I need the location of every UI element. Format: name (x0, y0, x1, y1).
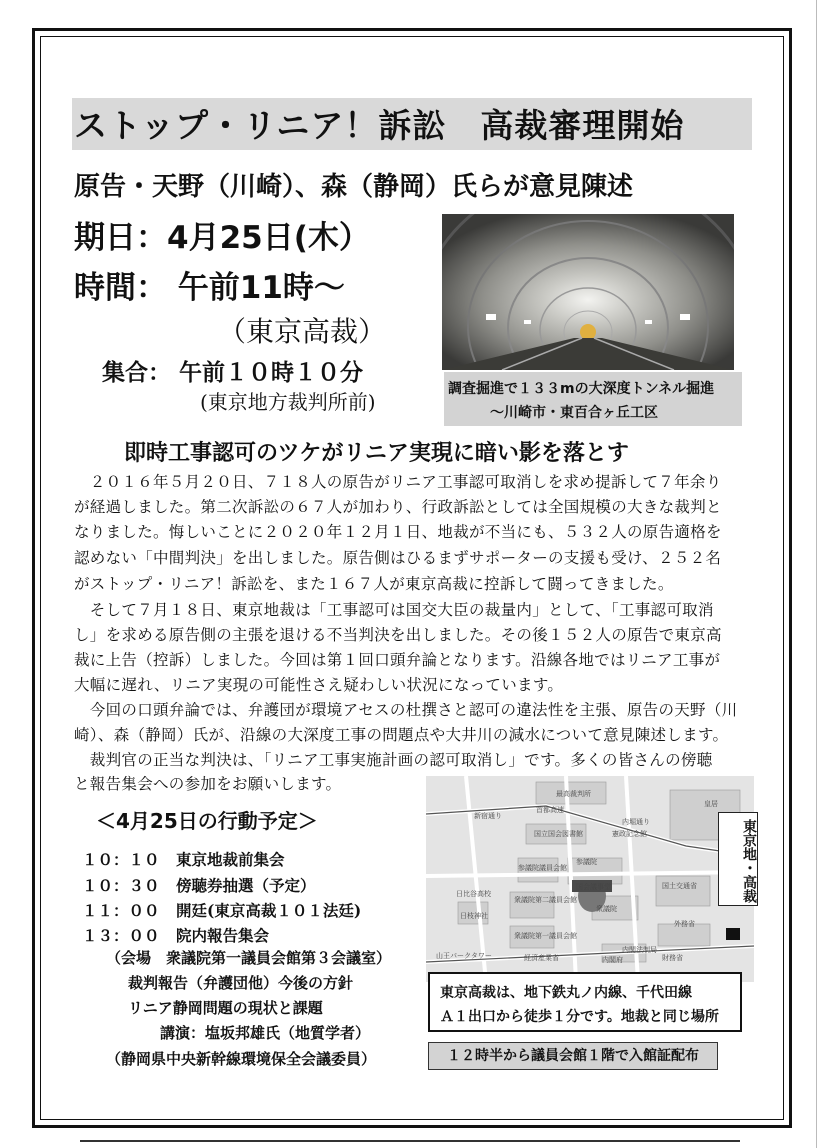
schedule-heading: ＜4月25日の行動予定＞ (96, 809, 318, 833)
map-label: 新宿通り (474, 812, 502, 820)
entry-pass-note: １２時半から議員会館１階で入館証配布 (428, 1042, 718, 1070)
tunnel-photo (442, 214, 734, 370)
map-label: 財務省 (662, 954, 683, 962)
schedule-item (82, 924, 269, 946)
map-illustration (426, 776, 754, 982)
page-subtitle: 原告・天野（川崎）、森（静岡）氏らが意見陳述 (74, 172, 634, 202)
map-label: 国土交通省 (662, 882, 697, 890)
map-label: 首都高速 (536, 806, 564, 814)
map-label: 皇居 (704, 800, 718, 808)
article-line: 崎）、森（静岡）氏が、沿線の大深度工事の問題点や大井川の減水について意見陳述します。 (74, 726, 729, 744)
access-line2: Ａ１出口から徒歩１分です。地裁と同じ場所 (440, 1009, 719, 1025)
map-label: 国会議事堂 (576, 883, 611, 891)
photo-caption (444, 372, 742, 426)
bottom-rule (80, 1140, 740, 1142)
map-label: 外務省 (674, 920, 695, 928)
schedule-topic: リニア静岡問題の現状と課題 (128, 999, 323, 1017)
article-line: 大幅に遅れ、リニア実現の可能性さえ疑わしい状況になっています。 (74, 676, 564, 694)
map-label: 日枝神社 (460, 912, 488, 920)
area-map (426, 776, 754, 982)
map-label: 衆議院第一議員会館 (514, 932, 577, 940)
map-label: 憲政記念館 (612, 830, 647, 838)
schedule-time: １０：３０ (82, 876, 160, 895)
exit-marker-icon (726, 928, 740, 940)
hearing-date: 期日：4月25日(木） (74, 220, 370, 256)
access-line1: 東京高裁は、地下鉄丸ノ内線、千代田線 (440, 985, 692, 1001)
tunnel-illustration (442, 214, 734, 370)
map-label: 経済産業省 (524, 954, 559, 962)
article-line: がストップ・リニア！訴訟を、また１６７人が東京高裁に控訴して闘ってきました。 (74, 575, 674, 593)
map-label: 参議院 (576, 858, 597, 866)
schedule-time: １０：１０ (82, 850, 160, 869)
map-label: 内堀通り (622, 818, 650, 826)
map-label: 国立国会図書館 (534, 830, 583, 838)
schedule-item (82, 899, 361, 921)
schedule-time: １１：００ (82, 901, 160, 920)
map-label: 日比谷高校 (456, 890, 491, 898)
schedule-lecture: 講演：塩坂邦雄氏（地質学者） (160, 1024, 371, 1042)
gathering-place: (東京地方裁判所前) (200, 390, 376, 414)
article-line: ２０１６年５月２０日、７１８人の原告がリニア工事認可取消しを求め提訴して７年余り (74, 473, 722, 491)
photo-caption-line1: 調査掘進で１３３mの大深度トンネル掘進 (448, 381, 715, 397)
article-line: し」を求める原告側の主張を退ける不当判決を出しました。その後１５２人の原告で東京高 (74, 626, 722, 644)
article-line: 認めない「中間判決」を出しました。原告側はひるまずサポーターの支援も受け、２５２名 (74, 549, 722, 567)
map-label: 最高裁判所 (556, 790, 591, 798)
map-label: 衆議院 (596, 905, 617, 913)
photo-caption-line2: ～川崎市・東百合ヶ丘工区 (490, 405, 658, 421)
article-line: 裁判官の正当な判決は、「リニア工事実施計画の認可取消し」です。多くの皆さんの傍聴 (74, 751, 713, 769)
schedule-event: 院内報告集会 (176, 926, 270, 945)
access-info-box (428, 972, 742, 1032)
schedule-event: 傍聴券抽選（予定） (176, 876, 316, 895)
article-line: と報告集会への参加をお願いします。 (74, 775, 342, 793)
article-line: なりました。悔しいことに２０２０年１２月１日、地裁が不当にも、５３２人の原告適格を (74, 523, 722, 541)
schedule-event: 東京地裁前集会 (176, 850, 285, 869)
schedule-time: １３：００ (82, 926, 160, 945)
article-line: そして７月１８日、東京地裁は「工事認可は国交大臣の裁量内」として、「工事認可取消 (74, 601, 714, 619)
gathering-time: 集合： 午前１０時１０分 (102, 360, 364, 386)
hearing-time: 時間： 午前11時～ (74, 270, 345, 306)
schedule-report: 裁判報告（弁護団他）今後の方針 (128, 974, 354, 992)
schedule-event: 開廷(東京高裁１０１法廷) (176, 901, 362, 920)
court-name: （東京高裁） (218, 315, 387, 348)
court-location-label: 東京地・高裁 (718, 812, 758, 906)
article-heading: 即時工事認可のツケがリニア実現に暗い影を落とす (124, 441, 629, 466)
map-label: 山王パークタワー (436, 952, 492, 960)
map-label: 衆議院第二議員会館 (514, 896, 577, 904)
schedule-item (82, 848, 285, 870)
page-edge-rule (816, 0, 817, 1148)
map-label: 内閣府 (602, 956, 623, 964)
schedule-affiliation: （静岡県中央新幹線環境保全会議委員） (106, 1050, 377, 1068)
page-title: ストップ・リニア！訴訟 高裁審理開始 (74, 106, 685, 145)
schedule-venue: （会場 衆議院第一議員会館第３会議室） (106, 949, 392, 967)
article-line: 今回の口頭弁論では、弁護団が環境アセスの杜撰さと認可の違法性を主張、原告の天野（川 (74, 701, 738, 719)
map-label: 参議院議員会館 (518, 864, 567, 872)
schedule-item (82, 874, 316, 896)
article-line: 裁に上告（控訴）しました。今回は第１回口頭弁論となります。沿線各地ではリニア工事が (74, 651, 721, 669)
map-label: 内閣法制局 (622, 946, 657, 954)
article-line: が経過しました。第二次訴訟の６７人が加わり、行政訴訟としては全国規模の大きな裁判と (74, 498, 722, 516)
